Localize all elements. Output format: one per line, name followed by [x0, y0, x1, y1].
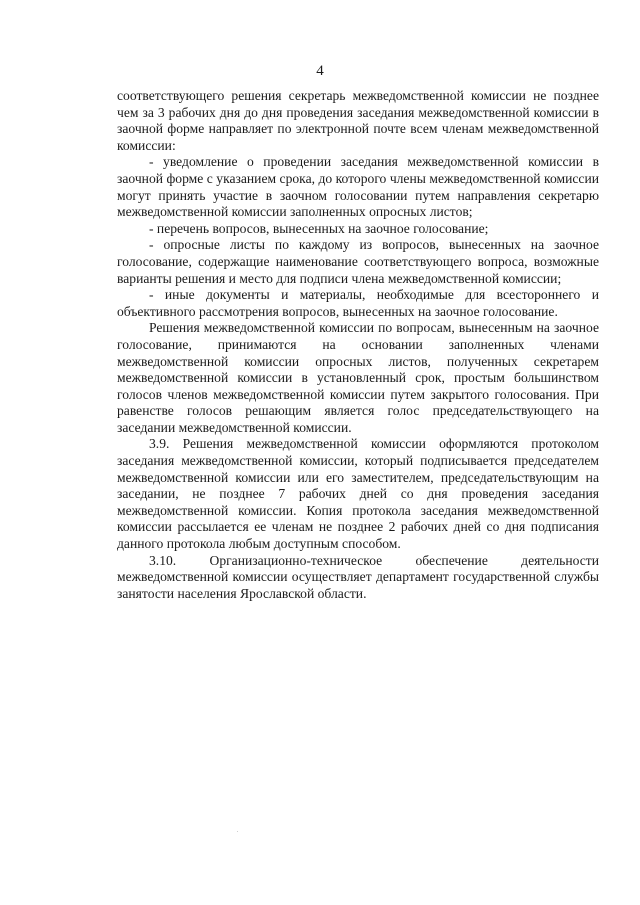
list-item-questions: - перечень вопросов, вынесенных на заочное голосование;	[149, 220, 489, 236]
list-item-notification: - уведомление о проведении заседания межведомственной комиссии в заочной форме с указанием срока, до которого члены межведомственной комиссии могут принять участие в заочном голосовании путем направления секретарю межведомственной комиссии заполненных опросных листов;	[117, 154, 599, 220]
paragraph-continuation: соответствующего решения секретарь межведомственной комиссии не позднее чем за 3 рабочих дня до дня проведения заседания межведомственной комиссии в заочной форме направляет по электронной почте всем членам межведомственной комиссии:	[117, 88, 599, 153]
clause-3-10: 3.10. Организационно-техническое обеспечение деятельности межведомственной комиссии осуществляет департамент государственной службы занятости населения Ярославской области.	[117, 552, 599, 601]
list-item-documents: - иные документы и материалы, необходимые для всестороннего и объективного рассмотрения вопросов, вынесенных на заочное голосование.	[117, 287, 599, 319]
document-body	[117, 88, 599, 602]
paragraph-decisions: Решения межведомственной комиссии по вопросам, вынесенным на заочное голосование, принимаются на основании заполненных членами межведомственной комиссии опросных листов, полученных секретарем межведомственной комиссии в установленный срок, простым большинством голосов членов межведомственной комиссии путем закрытого голосования. При равенстве голосов решающим является голос председательствующего на заседании межведомственной комиссии.	[117, 320, 599, 435]
list-item-ballots: - опросные листы по каждому из вопросов, вынесенных на заочное голосование, содержащие наименование соответствующего вопроса, возможные варианты решения и место для подписи члена межведомственной комиссии;	[117, 237, 599, 286]
clause-3-9: 3.9. Решения межведомственной комиссии оформляются протоколом заседания межведомственной комиссии, который подписывается председателем межведомственной комиссии или его заместителем, председательствующим на заседании, не позднее 7 рабочих дней со дня проведения заседания межведомственной комиссии. Копия протокола заседания межведомственной комиссии рассылается ее членам не позднее 2 рабочих дней со дня подписания данного протокола любым доступным способом.	[117, 436, 599, 552]
scan-speck	[237, 831, 238, 832]
page-number: 4	[316, 63, 324, 79]
